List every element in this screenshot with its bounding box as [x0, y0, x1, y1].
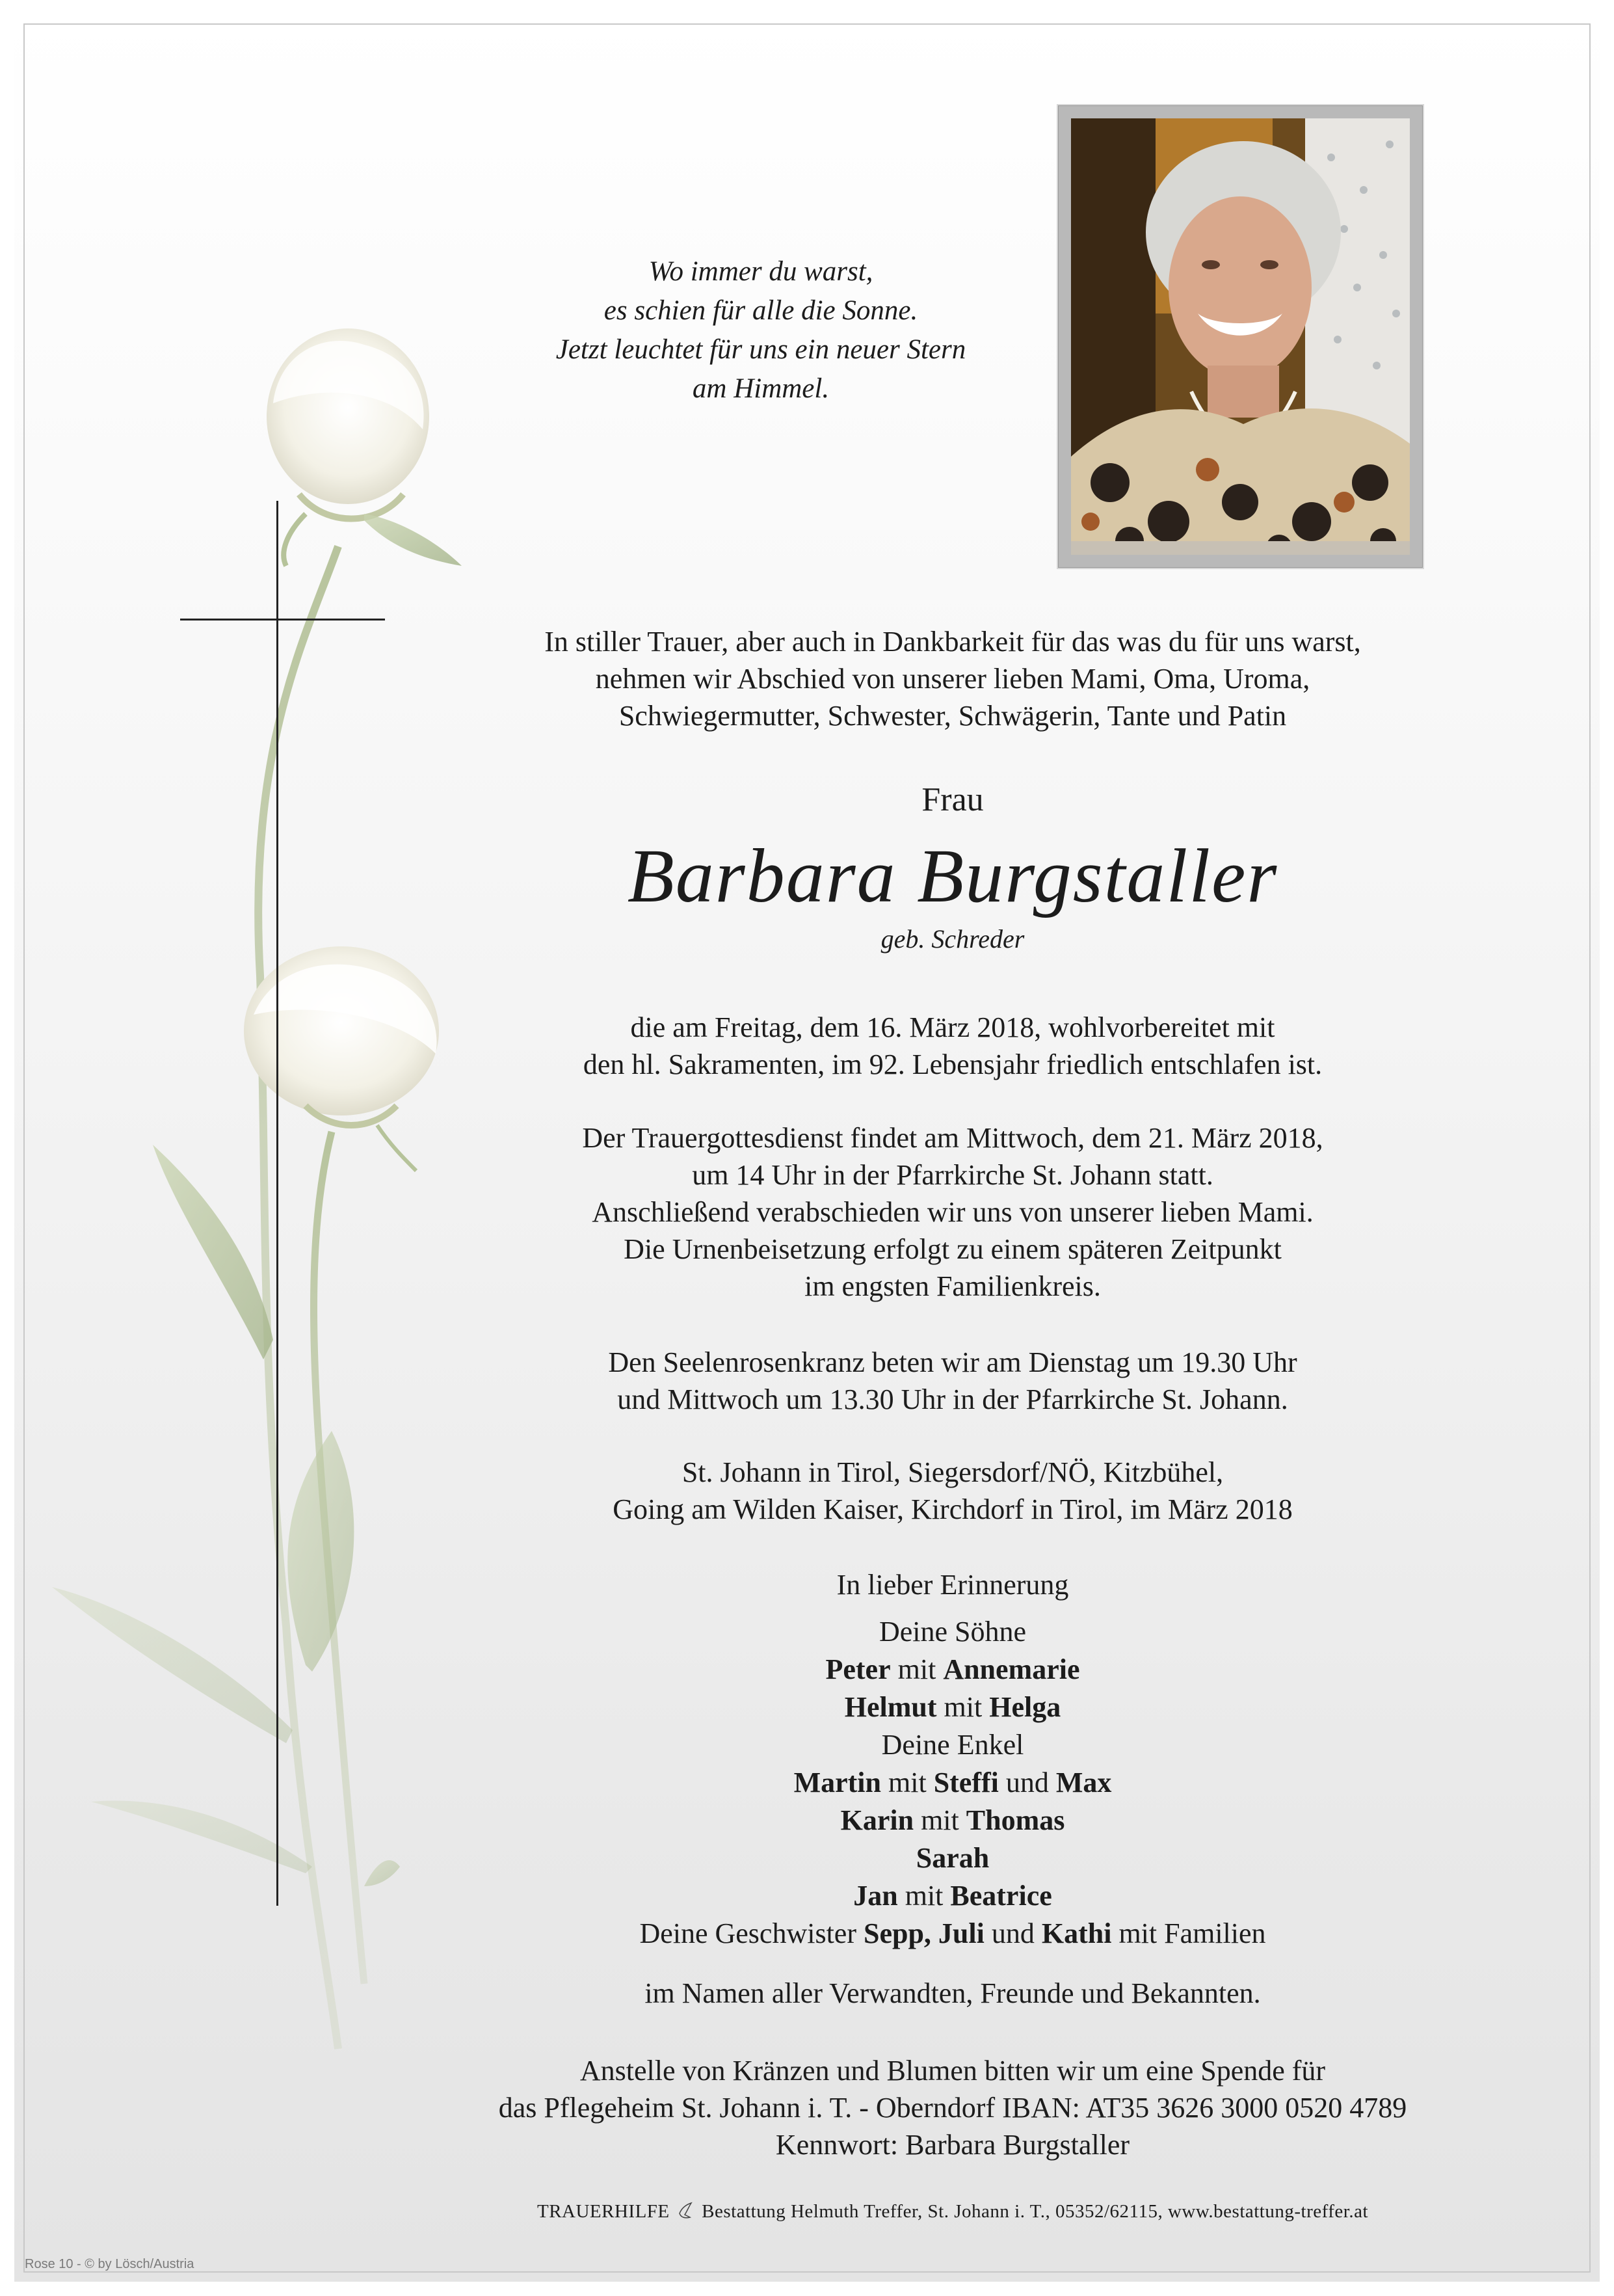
grandchildren-heading: Deine Enkel [881, 1729, 1024, 1761]
rose-leaf-3 [52, 1587, 293, 1743]
connector-word: mit [905, 1880, 944, 1912]
funeral-line: Der Trauergottesdienst findet am Mittwoch, dem 21. März 2018, [582, 1122, 1323, 1154]
funeral-line: Die Urnenbeisetzung erfolgt zu einem späteren Zeitpunkt [624, 1233, 1282, 1265]
mourner-line [416, 1802, 1489, 1839]
places-text: Going am Wilden Kaiser, Kirchdorf in Tirol, im März 2018 [613, 1493, 1293, 1525]
rosary-line: Den Seelenrosenkranz beten wir am Dienstag um 19.30 Uhr [608, 1346, 1297, 1378]
mourner-name: Martin [793, 1767, 881, 1798]
mourner-line [416, 1689, 1489, 1726]
memory-heading: In lieber Erinnerung [836, 1569, 1069, 1601]
rose-upper [267, 328, 462, 566]
siblings-suffix: mit Familien [1118, 1917, 1266, 1949]
verse-line: es schien für alle die Sonne. [603, 295, 918, 326]
connector-word: mit [944, 1691, 983, 1723]
mourner-line [416, 1877, 1489, 1915]
connector-word: mit [888, 1767, 927, 1798]
undertaker-footer [416, 2200, 1489, 2223]
footer-details: Bestattung Helmuth Treffer, St. Johann i. T., 05352/62115, www.bestattung-treffer.at [702, 2201, 1368, 2222]
intro-line: In stiller Trauer, aber auch in Dankbarkeit für das was du für uns warst, [544, 626, 1361, 658]
mourner-name: Annemarie [943, 1653, 1080, 1685]
mourner-name: Sarah [916, 1842, 990, 1874]
portrait-frame [1057, 104, 1424, 569]
death-line: die am Freitag, dem 16. März 2018, wohlvorbereitet mit [630, 1011, 1275, 1043]
verse-line: Jetzt leuchtet für uns ein neuer Stern [555, 334, 966, 365]
mourner-line [416, 1651, 1489, 1689]
donation-line: das Pflegeheim St. Johann i. T. - Oberndorf IBAN: AT35 3626 3000 0520 4789 [498, 2092, 1407, 2124]
rose-leaf-1 [153, 1145, 273, 1359]
relatives-line [416, 1975, 1489, 2012]
mourner-line [416, 1839, 1489, 1877]
memorial-verse [449, 252, 1073, 408]
death-notice [416, 1009, 1489, 1083]
funeral-line: Anschließend verabschieden wir uns von unserer lieben Mami. [592, 1196, 1314, 1228]
connector-word: und [1005, 1767, 1049, 1798]
dove-icon [677, 2200, 694, 2220]
rose-leaf-5 [364, 1860, 400, 1886]
mourner-name: Max [1055, 1767, 1112, 1798]
mourner-name: Karin [840, 1804, 914, 1836]
sibling-names: Sepp, Juli [863, 1917, 985, 1949]
intro-text [416, 623, 1489, 734]
design-credit: Rose 10 - © by Lösch/Austria [25, 2257, 194, 2271]
connector-word: mit [897, 1653, 936, 1685]
maiden-name: geb. Schreder [880, 924, 1025, 954]
cross-horizontal-bar [180, 619, 385, 621]
rosary-info [416, 1344, 1489, 1418]
rose-leaf-4 [91, 1800, 312, 1873]
intro-line: nehmen wir Abschied von unserer lieben Mami, Oma, Uroma, [595, 663, 1310, 695]
funeral-info [416, 1119, 1489, 1305]
verse-line: Wo immer du warst, [648, 256, 873, 287]
rosary-line: und Mittwoch um 13.30 Uhr in der Pfarrkirche St. Johann. [617, 1383, 1288, 1415]
intro-line: Schwiegermutter, Schwester, Schwägerin, Tante und Patin [618, 700, 1287, 732]
mourner-name: Peter [825, 1653, 891, 1685]
footer-brand: TRAUERHILFE [536, 2201, 670, 2222]
sons-heading: Deine Söhne [879, 1616, 1027, 1648]
mourner-name: Thomas [966, 1804, 1065, 1836]
rose-lower [244, 946, 439, 1171]
donation-line: Anstelle von Kränzen und Blumen bitten wir um eine Spende für [579, 2055, 1326, 2087]
death-line: den hl. Sakramenten, im 92. Lebensjahr friedlich entschlafen ist. [583, 1048, 1323, 1080]
places-line [416, 1454, 1489, 1528]
cross-vertical-bar [276, 501, 278, 1906]
rose-leaf-2 [287, 1431, 354, 1672]
deceased-name: Barbara Burgstaller [627, 833, 1278, 918]
funeral-line: im engsten Familienkreis. [804, 1270, 1101, 1302]
donation-line: Kennwort: Barbara Burgstaller [775, 2129, 1130, 2161]
mourner-name: Helmut [844, 1691, 937, 1723]
donation-request [416, 2052, 1489, 2163]
connector-word: mit [921, 1804, 959, 1836]
mourners-list [416, 1566, 1489, 1953]
mourner-name: Helga [989, 1691, 1061, 1723]
portrait-photo [1071, 118, 1410, 555]
mourner-line [416, 1764, 1489, 1802]
verse-line: am Himmel. [692, 373, 830, 404]
salutation: Frau [921, 781, 984, 818]
mourner-name: Jan [853, 1880, 898, 1912]
sibling-name: Kathi [1041, 1917, 1112, 1949]
siblings-prefix: Deine Geschwister [639, 1917, 856, 1949]
connector-word: und [991, 1917, 1035, 1949]
relatives-text: im Namen aller Verwandten, Freunde und Bekannten. [644, 1977, 1261, 2009]
mourner-name: Beatrice [950, 1880, 1052, 1912]
funeral-line: um 14 Uhr in der Pfarrkirche St. Johann statt. [692, 1159, 1213, 1191]
siblings-line [416, 1915, 1489, 1953]
places-text: St. Johann in Tirol, Siegersdorf/NÖ, Kitzbühel, [681, 1456, 1224, 1488]
mourner-name: Steffi [933, 1767, 999, 1798]
rose-stem-upper [258, 546, 338, 2049]
